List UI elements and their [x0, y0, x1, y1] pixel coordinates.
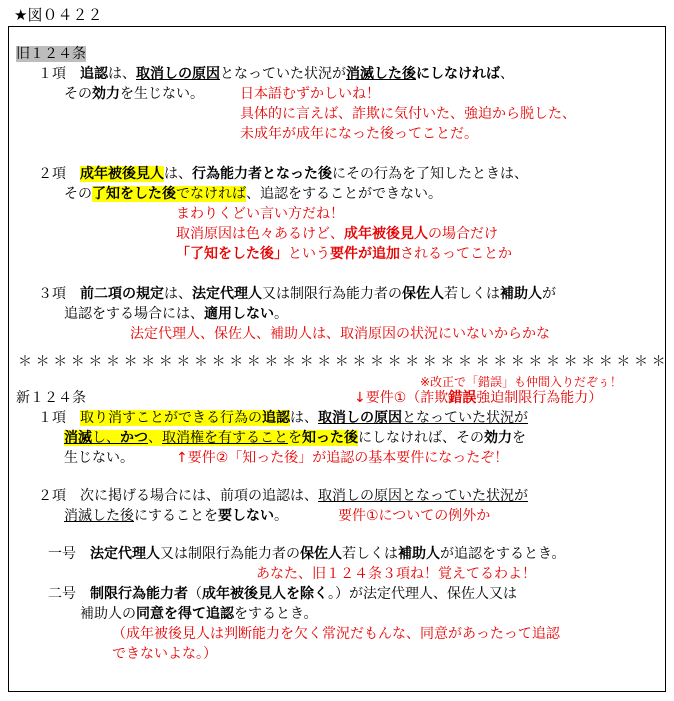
- old-p1-note1: 日本語むずかしいね！: [240, 86, 380, 102]
- new-article-heading: 新１２４条: [16, 390, 86, 406]
- new-p2-line2: 消滅した後にすることを要しない。: [64, 508, 288, 524]
- new-req1-note: ↓要件①（詐欺錯誤強迫制限行為能力）: [354, 390, 603, 406]
- old-p2-note3: 「了知をした後」という要件が追加されるってことか: [176, 246, 512, 262]
- new-p2-line1: ２項 次に掲げる場合には、前項の追認は、取消しの原因となっていた状況が: [38, 488, 528, 504]
- new-item2-line1: 二号 制限行為能力者（成年被後見人を除く。）が法定代理人、保佐人又は: [48, 586, 517, 602]
- separator: ＊＊＊＊＊＊＊＊＊＊＊＊＊＊＊＊＊＊＊＊＊＊＊＊＊＊＊＊＊＊＊＊＊＊＊＊＊: [18, 354, 670, 370]
- new-revision-note: ※改正で「錯誤」も仲間入りだぞぅ！: [420, 375, 622, 389]
- new-p1-line3: 生じない。: [64, 450, 134, 466]
- old-article-heading: 旧１２４条: [16, 46, 86, 62]
- new-p2-note: 要件①についての例外か: [338, 508, 491, 524]
- old-p2-note1: まわりくどい言い方だね！: [176, 206, 344, 222]
- old-p2-line2: その了知をした後でなければ、追認をすることができない。: [64, 186, 442, 202]
- figure-label: ★図０４２２: [14, 6, 103, 24]
- old-p1-note2: 具体的に言えば、詐欺に気付いた、強迫から脱した、: [240, 106, 576, 122]
- old-p3-line1: ３項 前二項の規定は、法定代理人又は制限行為能力者の保佐人若しくは補助人が: [38, 286, 556, 302]
- new-p1-line1: １項 取り消すことができる行為の追認は、取消しの原因となっていた状況が: [38, 410, 528, 426]
- new-p1-line2: 消滅し、かつ、取消権を有することを知った後にしなければ、その効力を: [64, 430, 526, 446]
- new-item2-line2: 補助人の同意を得て追認をするとき。: [80, 606, 318, 622]
- old-p3-note: 法定代理人、保佐人、補助人は、取消原因の状況にいないからかな: [130, 326, 550, 342]
- old-p3-line2: 追認をする場合には、適用しない。: [64, 306, 288, 322]
- old-p2-note2: 取消原因は色々あるけど、成年被後見人の場合だけ: [176, 226, 498, 242]
- old-p1-line1: １項 追認は、取消しの原因となっていた状況が消滅した後にしなければ、: [38, 66, 514, 82]
- new-item1-note: あなた、旧１２４条３項ね！覚えてるわよ！: [256, 566, 536, 582]
- old-p1-note3: 未成年が成年になった後ってことだ。: [240, 126, 478, 142]
- old-p2-line1: ２項 成年被後見人は、行為能力者となった後にその行為を了知したときは、: [38, 166, 528, 182]
- new-item1: 一号 法定代理人又は制限行為能力者の保佐人若しくは補助人が追認をするとき。: [48, 546, 566, 562]
- new-item2-note1: （成年被後見人は判断能力を欠く常況だもんな、同意があったって追認: [112, 626, 560, 642]
- new-p1-note: ↑要件②「知った後」が追認の基本要件になったぞ！: [176, 450, 509, 466]
- new-item2-note2: できないよな。）: [112, 646, 217, 662]
- old-p1-line2: その効力を生じない。: [64, 86, 204, 102]
